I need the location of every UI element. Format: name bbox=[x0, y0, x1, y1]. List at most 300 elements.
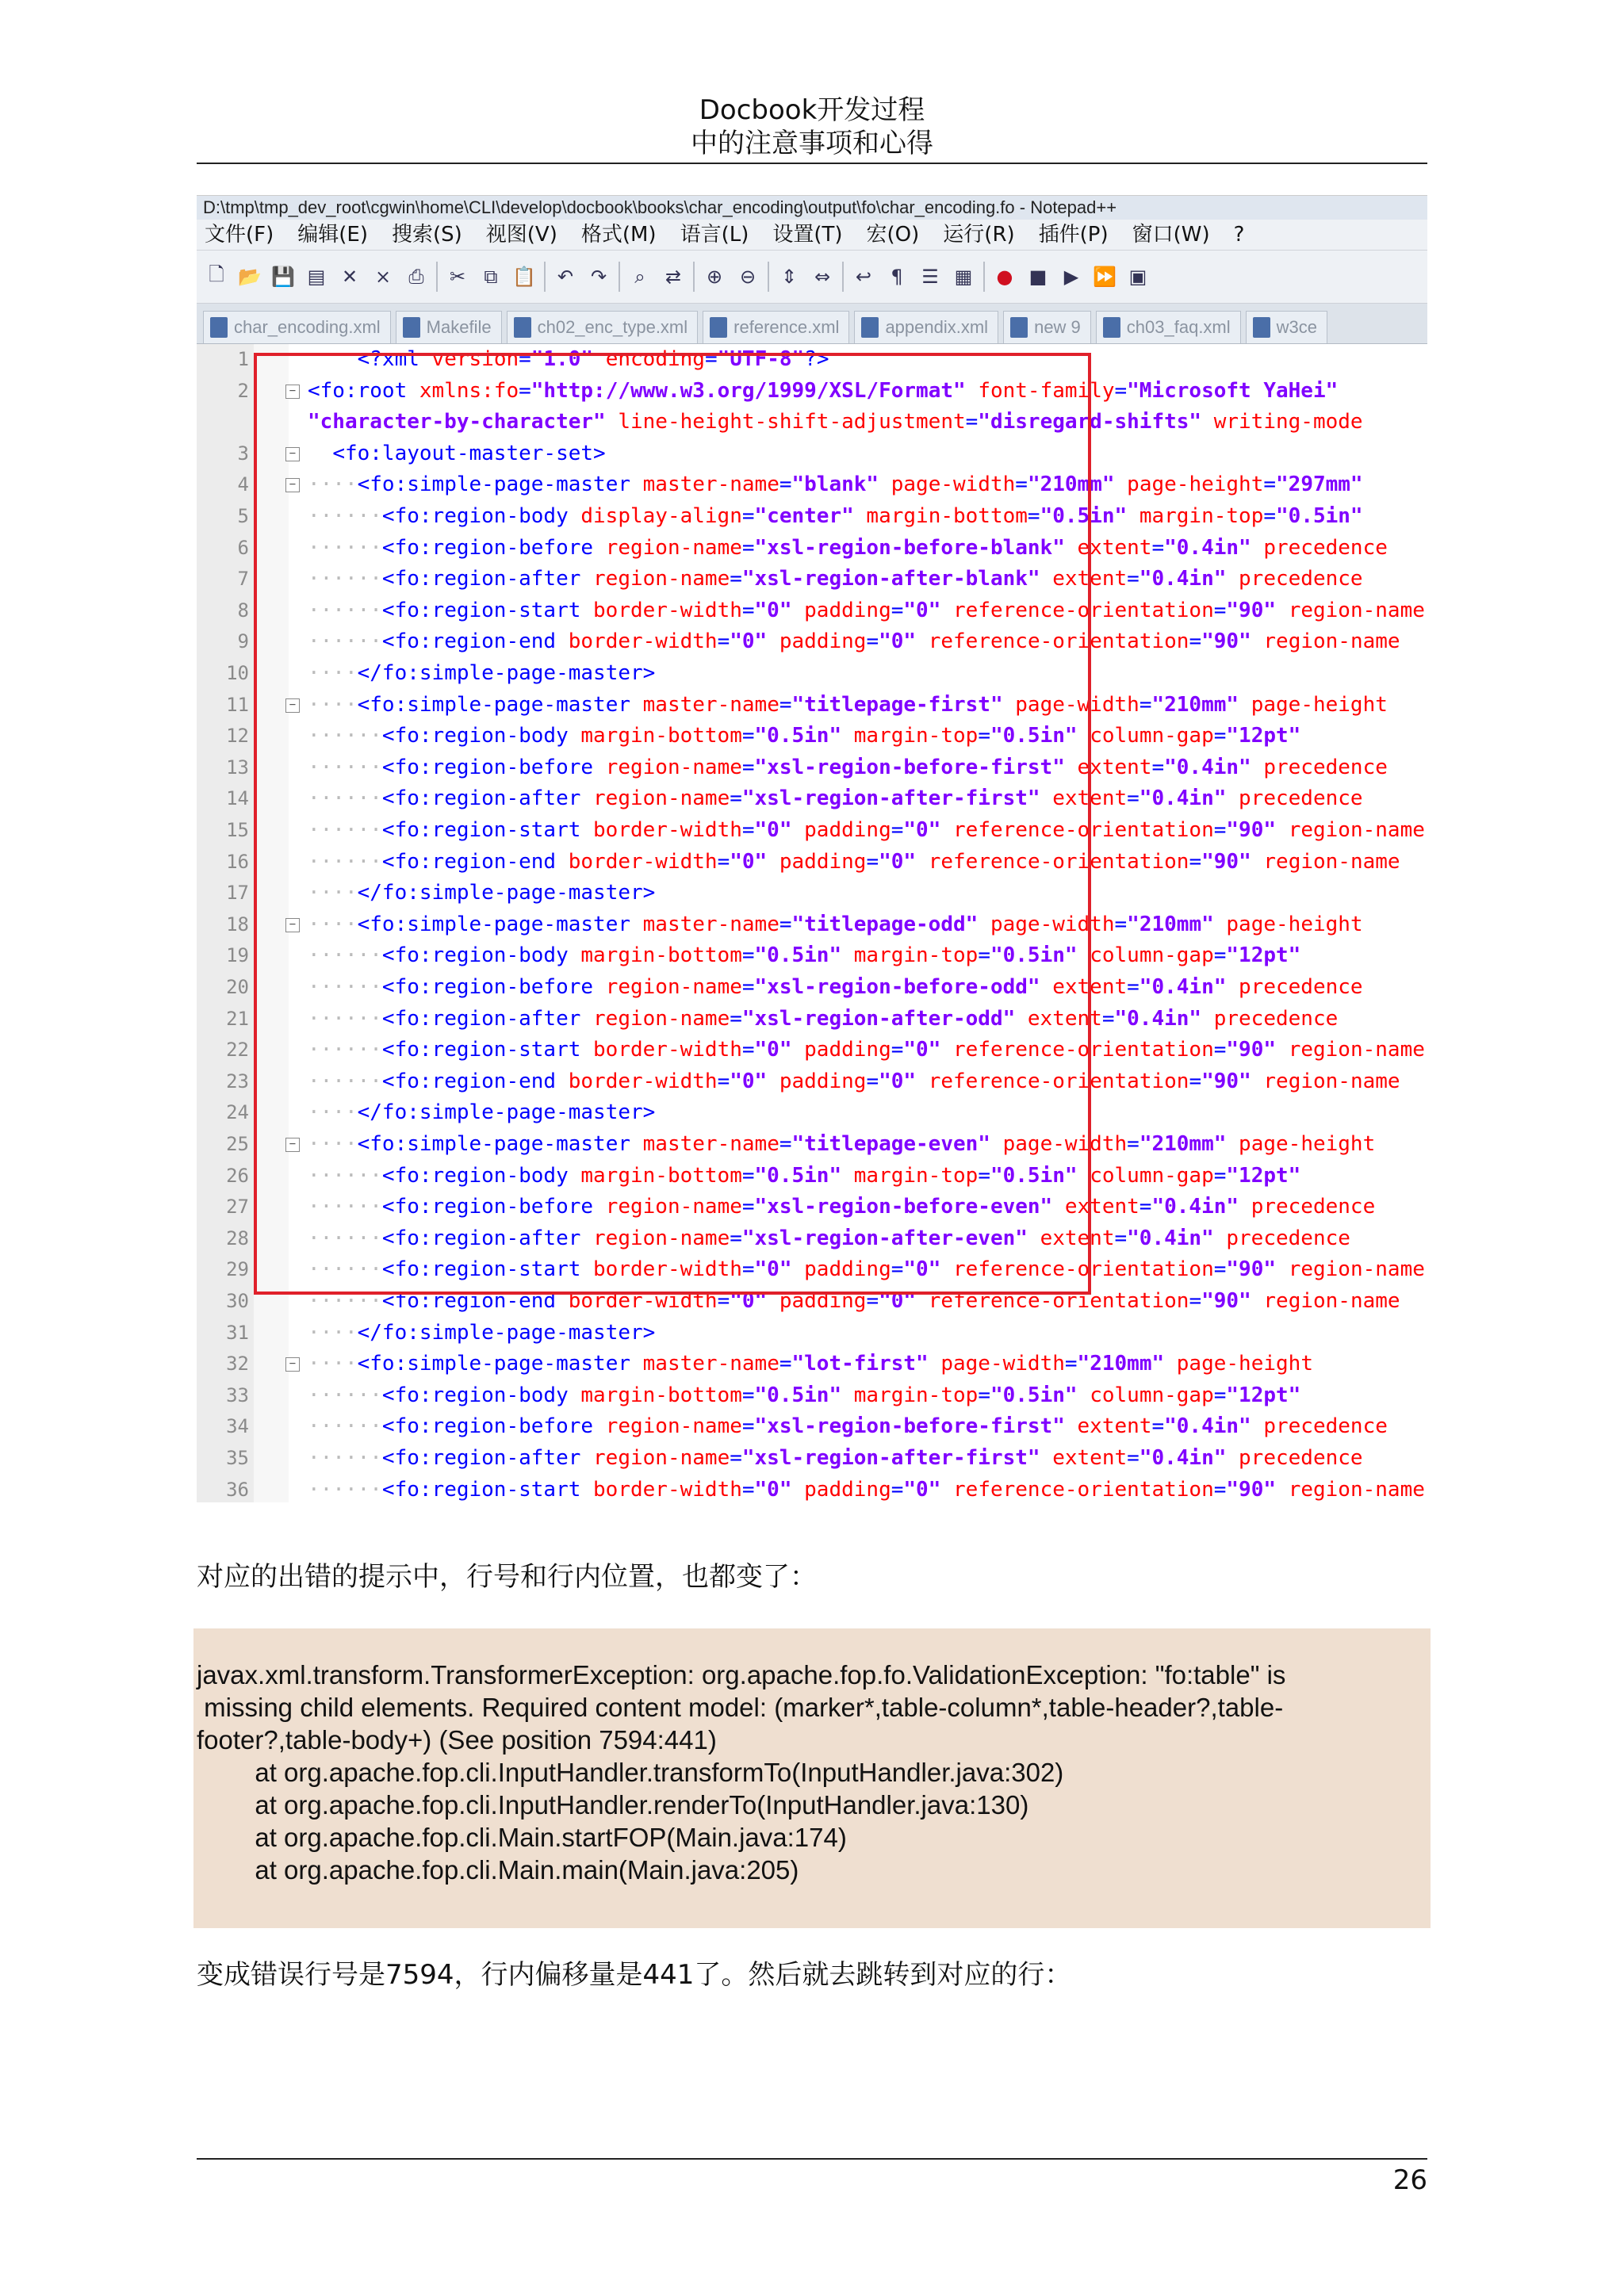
code-token: "210mm" bbox=[1077, 1352, 1165, 1376]
code-token: = bbox=[866, 849, 879, 874]
code-token: = bbox=[1101, 1006, 1115, 1031]
code-token: <fo:region-start bbox=[381, 1477, 594, 1502]
code-token: <fo:region-start bbox=[381, 818, 594, 842]
code-token bbox=[1078, 1383, 1090, 1407]
code-token: = bbox=[730, 567, 742, 591]
tab-4[interactable] bbox=[854, 311, 998, 343]
code-token: "0.4in" bbox=[1139, 567, 1227, 591]
code-token: ······ bbox=[308, 755, 382, 779]
code-token: ······ bbox=[308, 629, 382, 654]
code-token: region-name bbox=[605, 755, 742, 779]
code-token: = bbox=[1213, 1163, 1227, 1188]
code-token: column-gap bbox=[1090, 1383, 1214, 1407]
code-token bbox=[1239, 693, 1251, 717]
zoom-out-icon[interactable]: ⊖ bbox=[739, 266, 756, 288]
code-token: extent bbox=[1077, 535, 1152, 560]
sync-h-icon[interactable]: ⇔ bbox=[814, 266, 831, 288]
code-token: precedence bbox=[1263, 1414, 1388, 1439]
code-token bbox=[1127, 504, 1139, 528]
code-token: "210mm" bbox=[1151, 692, 1239, 717]
menu-item-4[interactable]: 格式(M) bbox=[580, 223, 657, 247]
stop-icon[interactable]: ■ bbox=[1028, 266, 1048, 288]
code-token: "0.5in" bbox=[990, 1383, 1078, 1407]
code-token: reference-orientation bbox=[928, 1069, 1189, 1093]
menu-item-7[interactable]: 宏(O) bbox=[866, 223, 920, 247]
line-number: 23 bbox=[226, 1070, 249, 1093]
page-header bbox=[197, 94, 1427, 160]
tab-5[interactable] bbox=[1003, 311, 1091, 343]
code-token: ?> bbox=[804, 347, 829, 371]
paste-icon[interactable]: 📋 bbox=[512, 266, 536, 288]
code-token: ···· bbox=[308, 692, 358, 717]
code-token: = bbox=[779, 473, 792, 497]
all-chars-icon[interactable]: ¶ bbox=[891, 266, 903, 288]
code-token: padding bbox=[804, 598, 891, 622]
fold-toggle-icon[interactable]: − bbox=[285, 478, 300, 492]
code-token: = bbox=[741, 724, 755, 748]
code-token: "0.5in" bbox=[1040, 504, 1128, 528]
fold-toggle-icon[interactable]: − bbox=[285, 447, 300, 461]
code-token: "12pt" bbox=[1226, 724, 1301, 748]
code-token bbox=[1115, 473, 1128, 496]
code-token: "center" bbox=[754, 504, 854, 528]
code-token: "90" bbox=[1201, 1289, 1251, 1313]
code-token: "90" bbox=[1201, 629, 1251, 654]
code-token: <fo:region-before bbox=[381, 1195, 606, 1219]
code-token: "0.4in" bbox=[1164, 535, 1251, 560]
code-token: "xsl-region-after-odd" bbox=[741, 1006, 1016, 1031]
code-token: page-width bbox=[940, 1352, 1065, 1376]
code-token: padding bbox=[804, 818, 891, 842]
code-token: margin-top bbox=[853, 1163, 979, 1188]
code-token: = bbox=[741, 1195, 755, 1219]
code-token: = bbox=[779, 692, 792, 717]
fold-toggle-icon[interactable]: − bbox=[285, 918, 300, 932]
code-token: = bbox=[741, 1414, 755, 1439]
header-title-line1: Docbook开发过程 bbox=[699, 94, 925, 126]
wrap-icon[interactable]: ↩ bbox=[855, 266, 872, 288]
new-file-icon[interactable]: 🗋 bbox=[209, 262, 224, 285]
header-title-line2: 中的注意事项和心得 bbox=[691, 128, 933, 159]
cut-icon[interactable]: ✂ bbox=[449, 266, 466, 288]
highlight-rectangle bbox=[254, 353, 1091, 1295]
code-token: <fo:region-after bbox=[381, 1226, 594, 1250]
line-number: 9 bbox=[237, 630, 249, 653]
save-all-icon[interactable]: ▤ bbox=[307, 266, 326, 288]
code-token: <fo:region-after bbox=[381, 786, 594, 811]
code-token: master-name bbox=[642, 1352, 779, 1376]
tab-label: ch02_enc_type.xml bbox=[537, 317, 688, 337]
code-token: ······ bbox=[308, 1477, 382, 1502]
code-token: extent bbox=[1052, 1446, 1128, 1470]
code-token: = bbox=[1151, 535, 1165, 560]
code-token: = bbox=[717, 1069, 730, 1093]
code-token: region-name bbox=[1288, 598, 1425, 622]
code-token: "0" bbox=[903, 818, 941, 842]
header-rule bbox=[197, 163, 1427, 164]
code-token: margin-bottom bbox=[866, 504, 1028, 528]
code-token: reference-orientation bbox=[928, 629, 1189, 654]
code-token: region-name bbox=[593, 1446, 730, 1470]
code-token: "0" bbox=[903, 1038, 941, 1062]
code-token: = bbox=[1127, 567, 1139, 591]
menu-item-8[interactable]: 运行(R) bbox=[943, 223, 1015, 247]
code-token: margin-bottom bbox=[580, 1163, 742, 1188]
fold-toggle-icon[interactable]: − bbox=[285, 385, 300, 399]
code-token bbox=[1251, 536, 1264, 560]
code-token bbox=[792, 1478, 805, 1502]
toolbar-separator bbox=[983, 262, 985, 292]
code-token bbox=[1276, 599, 1289, 622]
code-token: "xsl-region-before-first" bbox=[754, 1414, 1065, 1439]
menu-item-10[interactable]: 窗口(W) bbox=[1132, 223, 1210, 247]
code-token: = bbox=[965, 410, 979, 434]
code-token: "xsl-region-before-first" bbox=[754, 755, 1065, 779]
code-token: = bbox=[891, 1477, 904, 1502]
code-token: = bbox=[730, 1006, 742, 1031]
code-token: ······ bbox=[308, 1226, 382, 1250]
code-token: "297mm" bbox=[1276, 473, 1363, 497]
menu-item-5[interactable]: 语言(L) bbox=[680, 223, 749, 247]
code-token: "0.4in" bbox=[1164, 755, 1251, 779]
code-token: = bbox=[1151, 1414, 1165, 1439]
doc-map-icon[interactable]: ▦ bbox=[954, 266, 973, 288]
line-number: 36 bbox=[226, 1478, 249, 1501]
code-token: page-height bbox=[1127, 473, 1264, 497]
code-token: = bbox=[1015, 473, 1028, 497]
code-token: "UTF-8" bbox=[717, 347, 805, 371]
code-token: <fo:region-body bbox=[381, 504, 581, 528]
code-token: <fo:region-body bbox=[381, 943, 581, 968]
file-icon bbox=[1010, 317, 1028, 338]
code-token: <fo:region-after bbox=[381, 567, 594, 591]
code-token: ···· bbox=[308, 1100, 358, 1125]
code-token: border-width bbox=[593, 1257, 742, 1282]
code-token: reference-orientation bbox=[928, 1289, 1189, 1313]
code-token: "blank" bbox=[791, 473, 879, 497]
toolbar-separator bbox=[842, 262, 844, 292]
code-token: "0" bbox=[879, 629, 917, 654]
line-number: 15 bbox=[226, 819, 249, 841]
code-token: region-name bbox=[1263, 1069, 1400, 1093]
indent-guide-icon[interactable]: ☰ bbox=[921, 266, 939, 288]
code-token: = bbox=[741, 1038, 755, 1062]
line-number: 3 bbox=[237, 442, 249, 465]
menu-item-2[interactable]: 搜索(S) bbox=[391, 223, 462, 247]
code-token: extent bbox=[1052, 786, 1128, 811]
code-token: "0.5in" bbox=[1276, 504, 1363, 528]
code-token: "0.5in" bbox=[990, 943, 1078, 968]
code-token: = bbox=[866, 1289, 879, 1313]
code-token: extent bbox=[1077, 755, 1152, 779]
code-token: "Microsoft YaHei" bbox=[1127, 378, 1339, 403]
code-token: = bbox=[779, 1352, 792, 1376]
code-token: <fo:region-before bbox=[381, 1414, 606, 1439]
code-token bbox=[1040, 1446, 1053, 1470]
code-token: precedence bbox=[1239, 786, 1363, 811]
code-token: page-width bbox=[1015, 692, 1139, 717]
file-icon bbox=[861, 317, 879, 338]
code-token: <fo:region-before bbox=[381, 535, 606, 560]
code-token: = bbox=[1151, 755, 1165, 779]
code-token: "0.5in" bbox=[754, 943, 842, 968]
code-token: precedence bbox=[1251, 1195, 1376, 1219]
undo-icon[interactable]: ↶ bbox=[557, 266, 574, 288]
code-token: = bbox=[891, 818, 904, 842]
code-token: line-height-shift-adjustment bbox=[618, 410, 966, 434]
code-token: = bbox=[519, 347, 531, 371]
fold-toggle-icon[interactable]: − bbox=[285, 1357, 300, 1372]
code-token: "210mm" bbox=[1127, 912, 1214, 936]
code-token: <fo:simple-page-master bbox=[357, 473, 643, 497]
line-number: 32 bbox=[226, 1353, 249, 1376]
line-number: 28 bbox=[226, 1226, 249, 1249]
menu-item-6[interactable]: 设置(T) bbox=[772, 223, 843, 247]
tab-6[interactable] bbox=[1096, 311, 1241, 343]
body-paragraph-1: 对应的出错的提示中，行号和行内位置，也都变了： bbox=[197, 1561, 817, 1593]
copy-icon[interactable]: ⧉ bbox=[484, 266, 498, 288]
code-token: </fo:simple-page-master> bbox=[357, 661, 656, 685]
menu-item-3[interactable]: 视图(V) bbox=[485, 223, 557, 247]
code-token bbox=[1276, 818, 1289, 842]
code-token: extent bbox=[1052, 567, 1128, 591]
file-icon bbox=[403, 317, 420, 338]
code-text bbox=[308, 1318, 655, 1349]
code-token: encoding bbox=[605, 347, 705, 371]
code-token: precedence bbox=[1263, 755, 1388, 779]
play-icon[interactable]: ▶ bbox=[1063, 266, 1079, 288]
code-token: master-name bbox=[642, 912, 779, 936]
code-line bbox=[197, 1349, 1427, 1380]
code-token: "12pt" bbox=[1226, 1383, 1301, 1407]
code-token: margin-top bbox=[853, 724, 979, 748]
line-number: 5 bbox=[237, 505, 249, 527]
line-number: 19 bbox=[226, 944, 249, 967]
code-token: page-width bbox=[1002, 1132, 1128, 1156]
code-token: precedence bbox=[1263, 535, 1388, 560]
tab-0[interactable] bbox=[203, 311, 391, 343]
code-token bbox=[1276, 1257, 1289, 1281]
code-line bbox=[197, 1318, 1427, 1349]
tab-label: Makefile bbox=[426, 317, 492, 337]
menu-bar bbox=[197, 220, 1427, 251]
code-token: = bbox=[1263, 504, 1277, 528]
code-token: = bbox=[741, 975, 755, 999]
code-token: reference-orientation bbox=[953, 1038, 1214, 1062]
code-token bbox=[1276, 1478, 1289, 1502]
code-token: = bbox=[741, 1257, 755, 1282]
code-token: page-width bbox=[990, 912, 1115, 936]
toolbar-separator bbox=[619, 262, 620, 292]
error-message: javax.xml.transform.TransformerException: org.apache.fop.fo.ValidationException: "fo:table" is missing child elements. Required content model: (marker*,table-column*,table-header?,table- footer?,table-body+) (See position 7594:441) at org.apache.fop.cli.InputHandler.transformTo(InputHandler.java:302) at org.apache.fop.cli.InputHandler.renderTo(InputHandler.java:130) at org.apache.fop.cli.Main.startFOP(Main.java:174) at org.apache.fop.cli.Main.main(Main.java:205) bbox=[197, 1660, 1286, 1885]
code-token: = bbox=[741, 1477, 755, 1502]
file-icon bbox=[210, 317, 228, 338]
menu-item-11[interactable]: ? bbox=[1233, 223, 1245, 247]
code-token: font-family bbox=[978, 378, 1115, 403]
code-token: "0" bbox=[730, 1069, 768, 1093]
menu-item-0[interactable]: 文件(F) bbox=[205, 223, 274, 247]
code-token: page-height bbox=[1251, 692, 1388, 717]
code-token: <fo:simple-page-master bbox=[357, 692, 643, 717]
code-token: = bbox=[741, 535, 755, 560]
code-token: = bbox=[1189, 1289, 1202, 1313]
code-token: "90" bbox=[1226, 818, 1277, 842]
code-token: "0" bbox=[730, 849, 768, 874]
code-token: ···· bbox=[308, 1132, 358, 1156]
code-token: = bbox=[866, 629, 879, 654]
file-icon bbox=[1103, 317, 1120, 338]
code-token: column-gap bbox=[1090, 943, 1214, 968]
code-token: "0" bbox=[879, 1069, 917, 1093]
open-icon[interactable]: 📂 bbox=[238, 266, 262, 288]
code-token: = bbox=[1213, 943, 1227, 968]
save-macro-icon[interactable]: ▣ bbox=[1128, 266, 1147, 288]
tab-label: appendix.xml bbox=[885, 317, 989, 337]
line-number: 10 bbox=[226, 662, 249, 684]
code-text bbox=[308, 1380, 1300, 1412]
code-token: margin-top bbox=[1139, 504, 1264, 528]
code-token: ······ bbox=[308, 504, 382, 528]
code-token: region-name bbox=[605, 975, 742, 999]
code-token: = bbox=[741, 818, 755, 842]
code-token: <fo:region-body bbox=[381, 1383, 581, 1407]
tab-label: new 9 bbox=[1034, 317, 1081, 337]
code-token: = bbox=[891, 1257, 904, 1282]
record-icon[interactable]: ● bbox=[996, 266, 1013, 288]
code-token: ······ bbox=[308, 1038, 382, 1062]
code-token bbox=[1226, 567, 1239, 591]
print-icon[interactable]: ⎙ bbox=[408, 266, 424, 288]
tab-7[interactable] bbox=[1246, 311, 1327, 343]
code-token: = bbox=[717, 629, 730, 654]
run-multi-icon[interactable]: ⏩ bbox=[1093, 266, 1116, 288]
code-token: "0" bbox=[754, 1038, 792, 1062]
code-token: = bbox=[1189, 629, 1202, 654]
code-token: "90" bbox=[1201, 1069, 1251, 1093]
code-token: = bbox=[978, 724, 990, 748]
code-editor[interactable] bbox=[197, 344, 1427, 1502]
code-token: region-name bbox=[1288, 1477, 1425, 1502]
code-line bbox=[197, 1380, 1427, 1412]
code-token: padding bbox=[804, 1257, 891, 1282]
code-token: ······ bbox=[308, 818, 382, 842]
close-icon[interactable]: ✕ bbox=[341, 266, 358, 288]
save-icon[interactable]: 💾 bbox=[271, 266, 295, 288]
code-token: page-height bbox=[1239, 1132, 1376, 1156]
code-line bbox=[197, 1411, 1427, 1443]
code-token: ······ bbox=[308, 1069, 382, 1093]
code-token: </fo:simple-page-master> bbox=[357, 1100, 656, 1125]
code-token: ······ bbox=[308, 943, 382, 968]
code-token bbox=[1065, 1414, 1078, 1438]
code-token: ···· bbox=[308, 1352, 358, 1376]
code-token: writing-mode bbox=[1213, 410, 1363, 434]
code-token: = bbox=[891, 598, 904, 622]
fold-toggle-icon[interactable]: − bbox=[285, 1138, 300, 1152]
line-number: 1 bbox=[237, 348, 249, 370]
tab-3[interactable] bbox=[703, 311, 849, 343]
line-number: 4 bbox=[237, 473, 249, 496]
code-token: margin-top bbox=[853, 1383, 979, 1407]
code-token: = bbox=[1213, 1257, 1227, 1282]
zoom-in-icon[interactable]: ⊕ bbox=[706, 266, 723, 288]
tab-2[interactable] bbox=[507, 311, 699, 343]
menu-item-9[interactable]: 插件(P) bbox=[1038, 223, 1109, 247]
toolbar-separator bbox=[436, 262, 438, 292]
file-icon bbox=[710, 317, 727, 338]
code-token: "xsl-region-before-blank" bbox=[754, 535, 1065, 560]
code-token: precedence bbox=[1239, 567, 1363, 591]
code-token: column-gap bbox=[1090, 724, 1214, 748]
code-token: border-width bbox=[568, 629, 718, 654]
code-token: region-name bbox=[1288, 818, 1425, 842]
file-icon bbox=[1253, 317, 1270, 338]
line-number: 30 bbox=[226, 1290, 249, 1312]
fold-toggle-icon[interactable]: − bbox=[285, 698, 300, 713]
code-token: </fo:simple-page-master> bbox=[357, 1320, 656, 1345]
code-token: ······ bbox=[308, 535, 382, 560]
find-icon[interactable]: ⌕ bbox=[634, 266, 645, 288]
code-token: padding bbox=[779, 1289, 867, 1313]
code-token: page-height bbox=[1176, 1352, 1313, 1376]
line-number: 27 bbox=[226, 1196, 249, 1219]
code-token: ······ bbox=[308, 1446, 382, 1470]
code-token: <fo:simple-page-master bbox=[357, 1352, 643, 1376]
code-token: "0" bbox=[903, 1257, 941, 1282]
menu-item-1[interactable]: 编辑(E) bbox=[297, 223, 368, 247]
code-token: <?xml bbox=[357, 347, 432, 371]
code-token: "titlepage-first" bbox=[791, 692, 1003, 717]
code-token bbox=[929, 1352, 941, 1376]
replace-icon[interactable]: ⇄ bbox=[665, 266, 682, 288]
line-number: 20 bbox=[226, 976, 249, 998]
toolbar-separator bbox=[768, 262, 769, 292]
code-token: padding bbox=[804, 1038, 891, 1062]
code-text bbox=[308, 1349, 1313, 1380]
code-token: = bbox=[741, 943, 755, 968]
code-token: = bbox=[730, 1446, 742, 1470]
code-token: ······ bbox=[308, 1289, 382, 1313]
code-token: extent bbox=[1040, 1226, 1115, 1250]
code-token: "0" bbox=[730, 1289, 768, 1313]
redo-icon[interactable]: ↷ bbox=[590, 266, 607, 288]
close-all-icon[interactable]: ⨯ bbox=[374, 266, 392, 288]
tab-1[interactable] bbox=[396, 311, 502, 343]
code-token: "titlepage-odd" bbox=[791, 912, 979, 936]
code-token bbox=[1251, 1289, 1264, 1313]
code-token: region-name bbox=[593, 1006, 730, 1031]
code-token: "0" bbox=[754, 1257, 792, 1282]
line-number: 26 bbox=[226, 1164, 249, 1187]
code-token: <fo:root bbox=[308, 378, 419, 403]
code-token: = bbox=[978, 943, 990, 968]
toolbar-separator bbox=[693, 262, 695, 292]
code-token: <fo:region-before bbox=[381, 975, 606, 999]
code-token: = bbox=[1127, 786, 1139, 811]
code-token: = bbox=[519, 378, 531, 403]
code-token: <fo:region-start bbox=[381, 1038, 594, 1062]
code-token: "0.4in" bbox=[1139, 786, 1227, 811]
code-token: = bbox=[730, 786, 742, 811]
code-token: = bbox=[1213, 818, 1227, 842]
code-token: = bbox=[1127, 1132, 1139, 1156]
code-token bbox=[1251, 629, 1264, 653]
file-icon bbox=[514, 317, 531, 338]
line-number: 14 bbox=[226, 787, 249, 810]
line-number: 17 bbox=[226, 882, 249, 905]
sync-v-icon[interactable]: ⇕ bbox=[780, 266, 798, 288]
code-token: page-width bbox=[891, 473, 1016, 497]
